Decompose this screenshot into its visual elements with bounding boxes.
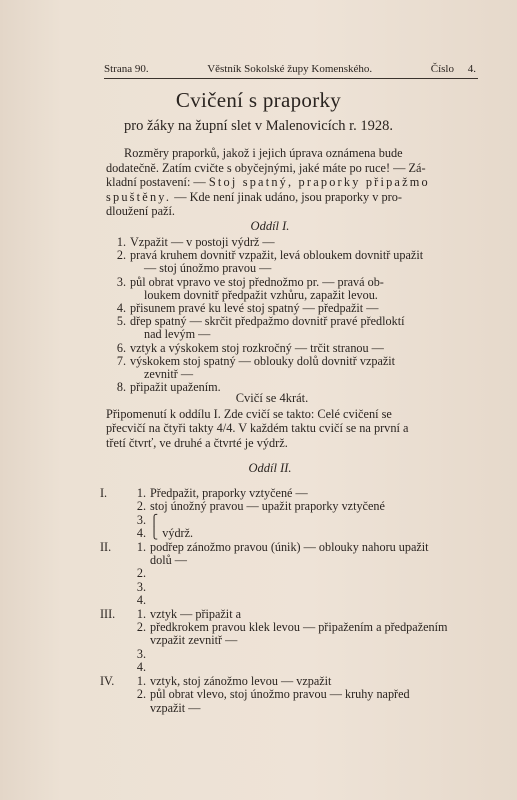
list-item: [104, 262, 480, 275]
item-text: půl obrat vpravo ve stoj přednožmo pr. — pravá ob-: [130, 274, 384, 289]
item-number: 4.: [136, 526, 146, 541]
item-text: [150, 648, 480, 661]
group-number: [100, 648, 122, 661]
page-number: Strana 90.: [104, 63, 149, 75]
item-number: 1.: [116, 235, 126, 249]
group-number: [100, 621, 122, 634]
list-item: [104, 276, 480, 289]
issue-number: Číslo 4.: [430, 63, 476, 75]
list-item: [100, 554, 480, 567]
list-item: [100, 621, 480, 634]
item-number: [122, 702, 150, 715]
list-item: [100, 634, 480, 647]
item-text: půl obrat vlevo, stoj únožmo pravou — kruhy napřed: [150, 687, 410, 702]
item-text: vztyk — připažit a: [150, 606, 242, 621]
group-number: IV.: [100, 673, 115, 688]
item-number: [104, 262, 130, 275]
item-text: loukem dovnitř předpažit vzhůru, zapažit levou.: [144, 287, 378, 302]
item-text: [150, 661, 480, 674]
item-text: zevnitř —: [144, 367, 194, 382]
item-number: [104, 328, 130, 341]
list-item: [100, 648, 480, 661]
item-number: 1.: [136, 673, 146, 688]
item-text: — stoj únožmo pravou —: [144, 261, 272, 276]
item-text: ⎩ výdrž.: [150, 526, 194, 541]
item-text: nad levým —: [144, 327, 211, 342]
group-number: [100, 634, 122, 647]
list-item: [100, 500, 480, 513]
list-item: [100, 594, 480, 607]
group-number: [100, 527, 122, 540]
item-text: pravá kruhem dovnitř vzpažit, levá obloukem dovnitř upažit: [130, 248, 424, 263]
item-text: [150, 514, 480, 527]
section-2-list: [100, 487, 480, 715]
item-number: 6.: [116, 340, 126, 355]
item-text: připažit upažením.: [130, 380, 221, 395]
repeat-note: Cvičí se 4krát.: [235, 391, 309, 405]
item-number: 3.: [116, 274, 126, 289]
item-number: 7.: [116, 353, 126, 368]
list-item: [100, 527, 480, 540]
item-number: 1.: [136, 539, 146, 554]
list-item: [100, 514, 480, 527]
item-number: 2.: [136, 566, 146, 581]
page-subtitle: pro žáky na župní slet v Malenovicích r. 1928.: [124, 118, 393, 134]
item-number: 5.: [116, 314, 126, 329]
page-title: Cvičení s praporky: [175, 88, 342, 112]
item-text: podřep zánožmo pravou (únik) — oblouky nahoru upažit: [150, 539, 429, 554]
item-text: Předpažit, praporky vztyčené —: [150, 486, 308, 500]
group-number: [100, 661, 122, 674]
list-item: [104, 328, 480, 341]
item-number: 8.: [116, 380, 126, 395]
item-number: 3.: [136, 512, 146, 527]
item-number: 3.: [136, 579, 146, 594]
list-item: [100, 702, 480, 715]
list-item: [100, 541, 480, 554]
section-1-note: Připomenutí k oddílu I. Zde cvičí se takto: Celé cvičení se přecvičí na čtyři takty 4/4. V každém taktu cvičí se na první a třetí čtvrť, ve druhé a čtvrté je výdrž.: [106, 407, 409, 450]
group-number: [100, 702, 122, 715]
list-item: [100, 661, 480, 674]
section-2-heading: Oddíl II.: [248, 461, 292, 475]
item-text: dolů —: [150, 553, 187, 568]
brace-mark: ⎩: [150, 528, 159, 541]
item-text: [150, 581, 480, 594]
item-number: 2.: [136, 620, 146, 635]
item-number: 3.: [136, 646, 146, 661]
section-1-heading: Oddíl I.: [250, 219, 290, 233]
item-text: vzpažit zevnitř —: [150, 633, 238, 648]
list-item: [100, 581, 480, 594]
item-text: výskokem stoj spatný — oblouky dolů dovnitř vzpažit: [130, 353, 396, 368]
group-number: [100, 688, 122, 701]
section-1-list: [104, 236, 480, 394]
item-number: 4.: [136, 593, 146, 608]
item-text: předkrokem pravou klek levou — připažením a předpažením: [150, 620, 448, 635]
group-number: [100, 567, 122, 580]
group-number: [100, 500, 122, 513]
item-number: 1.: [136, 606, 146, 621]
item-text: [150, 567, 480, 580]
item-text: vztyk, stoj zánožmo levou — vzpažit: [150, 673, 332, 688]
item-text: vzpažit —: [150, 700, 201, 715]
journal-name: Věstník Sokolské župy Komenského.: [207, 63, 373, 75]
item-text: [150, 594, 480, 607]
group-number: [100, 514, 122, 527]
item-number: 2.: [116, 248, 126, 263]
brace-mark: ⎧: [150, 514, 159, 527]
item-number: 1.: [136, 486, 146, 500]
group-number: [100, 594, 122, 607]
item-text: Vzpažit — v postoji výdrž —: [130, 235, 275, 249]
group-number: [100, 581, 122, 594]
item-text: přisunem pravé ku levé stoj spatný — předpažit —: [130, 301, 379, 316]
group-number: [100, 554, 122, 567]
group-number: I.: [100, 486, 108, 500]
item-number: 4.: [136, 660, 146, 675]
item-number: [122, 554, 150, 567]
item-number: 2.: [136, 687, 146, 702]
list-item: [100, 487, 480, 500]
list-item: [104, 342, 480, 355]
item-number: [122, 634, 150, 647]
item-text: vztyk a výskokem stoj rozkročný — trčit stranou —: [130, 340, 384, 355]
item-text: dřep spatný — skrčit předpažmo dovnitř pravé předloktí: [130, 314, 405, 329]
list-item: [100, 567, 480, 580]
list-item: [100, 675, 480, 688]
running-header: [104, 63, 476, 75]
item-number: 2.: [136, 499, 146, 514]
header-rule: [104, 78, 478, 79]
item-number: 4.: [116, 301, 126, 316]
intro-paragraph: Rozměry praporků, jakož i jejich úprava oznámena bude dodatečně. Zatím cvičte s obyčejnými, jaké máte po ruce! — Zá- kladní postavení: — Stoj spatný, praporky připažmo spuštěny. — Kde není jinak udáno, jsou praporky v pro- dloužení paží.: [106, 146, 430, 219]
group-number: II.: [100, 539, 112, 554]
item-text: stoj únožný pravou — upažit praporky vztyčené: [150, 499, 385, 514]
list-item: [100, 688, 480, 701]
list-item: [100, 608, 480, 621]
group-number: III.: [100, 606, 116, 621]
